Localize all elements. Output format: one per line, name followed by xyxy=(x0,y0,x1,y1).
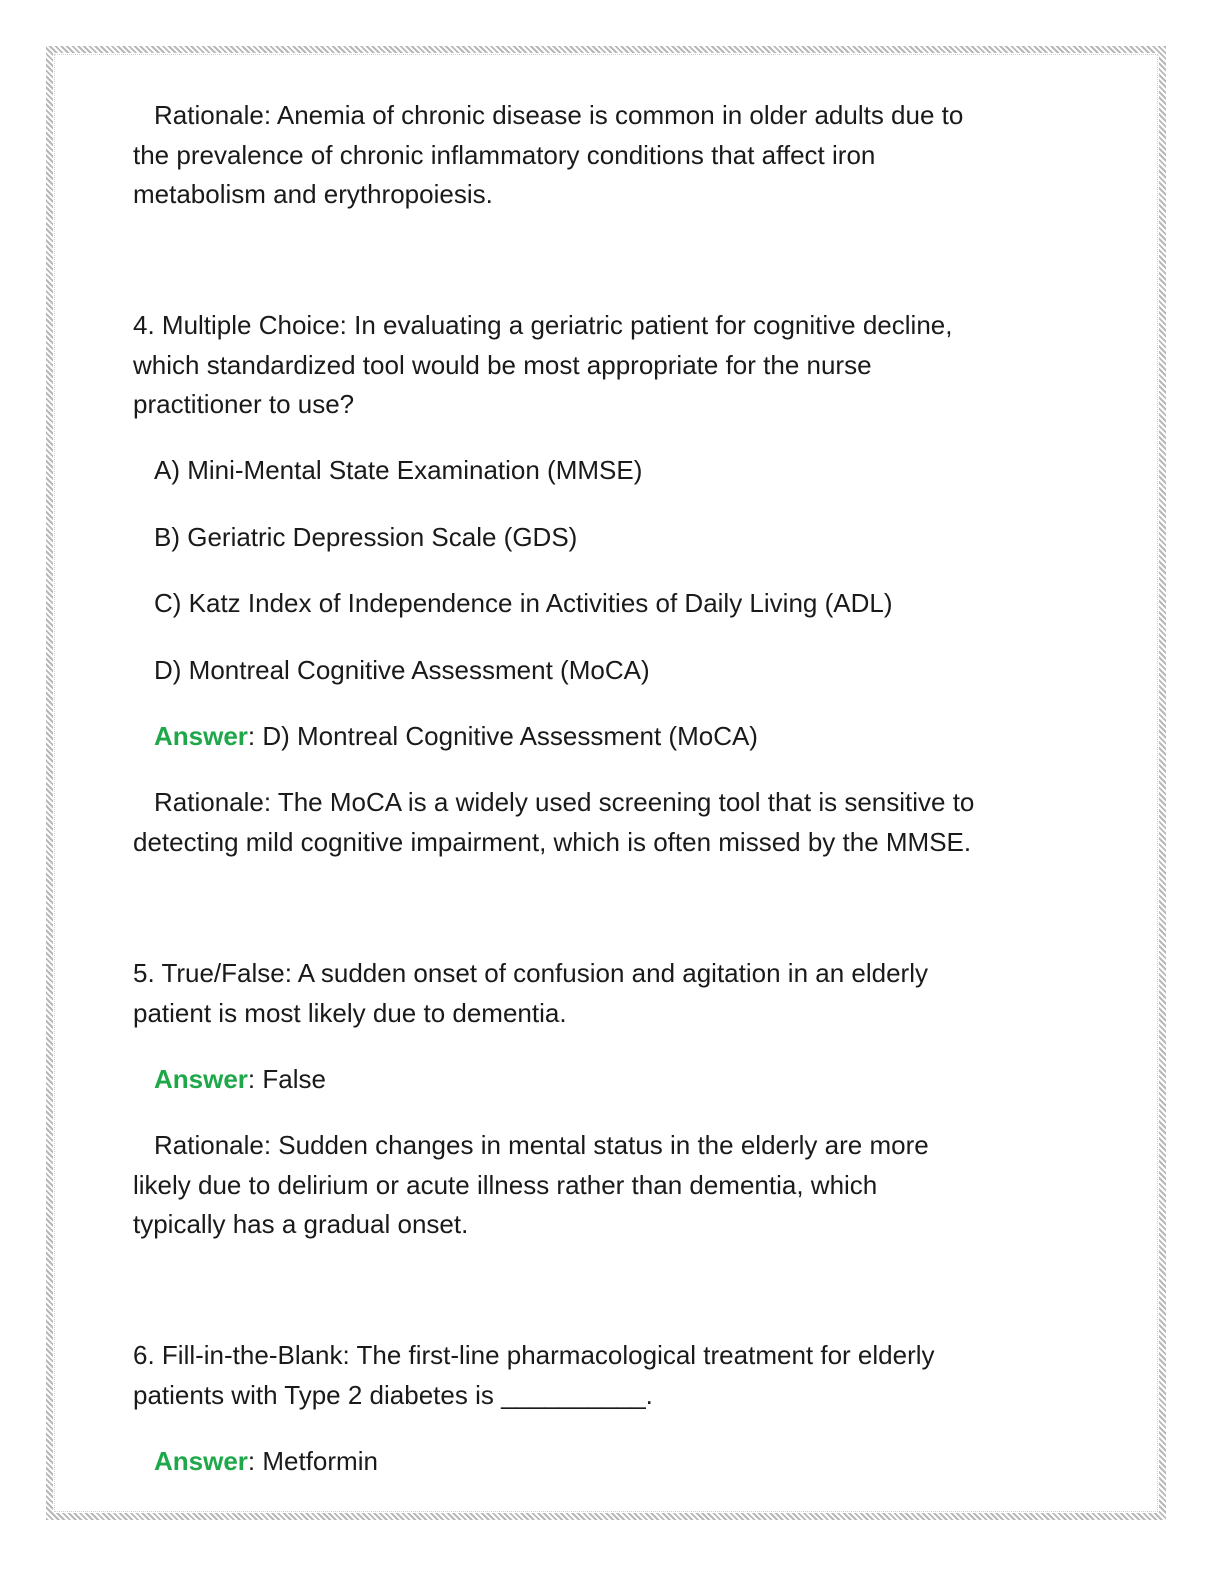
answer-text: : Metformin xyxy=(247,1446,378,1476)
rationale-5-line-3: typically has a gradual onset. xyxy=(133,1209,469,1239)
question-6-line-1: 6. Fill-in-the-Blank: The first-line pharmacological treatment for elderly xyxy=(133,1340,935,1370)
answer-label: Answer xyxy=(154,1446,248,1476)
question-4-line-1: 4. Multiple Choice: In evaluating a geriatric patient for cognitive decline, xyxy=(133,310,953,340)
rationale-4 xyxy=(133,783,1093,862)
question-4-option-c: C) Katz Index of Independence in Activities of Daily Living (ADL) xyxy=(154,588,893,618)
question-6 xyxy=(133,1336,1093,1415)
rationale-5 xyxy=(133,1126,1093,1245)
question-4-option-d: D) Montreal Cognitive Assessment (MoCA) xyxy=(154,655,650,685)
rationale-5-line-1: Rationale: Sudden changes in mental status in the elderly are more xyxy=(154,1130,929,1160)
question-4-option-b: B) Geriatric Depression Scale (GDS) xyxy=(154,522,578,552)
question-5 xyxy=(133,954,1093,1033)
rationale-3-line-3: metabolism and erythropoiesis. xyxy=(133,179,493,209)
rationale-3-line-2: the prevalence of chronic inflammatory conditions that affect iron xyxy=(133,139,876,170)
question-6-line-2: patients with Type 2 diabetes is __________. xyxy=(133,1379,653,1410)
rationale-4-line-1: Rationale: The MoCA is a widely used screening tool that is sensitive to xyxy=(154,787,975,817)
question-5-line-2: patient is most likely due to dementia. xyxy=(133,997,567,1028)
rationale-4-line-2: detecting mild cognitive impairment, which is often missed by the MMSE. xyxy=(133,826,972,857)
question-5-answer xyxy=(133,1060,326,1100)
question-4-line-3: practitioner to use? xyxy=(133,389,355,419)
answer-text: : D) Montreal Cognitive Assessment (MoCA) xyxy=(247,721,758,751)
question-4-option-a: A) Mini-Mental State Examination (MMSE) xyxy=(154,455,643,485)
rationale-5-line-2: likely due to delirium or acute illness rather than dementia, which xyxy=(133,1169,878,1200)
question-4 xyxy=(133,306,1093,425)
answer-label: Answer xyxy=(154,1064,248,1094)
question-4-answer xyxy=(133,717,758,757)
question-5-line-1: 5. True/False: A sudden onset of confusion and agitation in an elderly xyxy=(133,958,928,988)
rationale-3-line-1: Rationale: Anemia of chronic disease is common in older adults due to xyxy=(154,100,964,130)
answer-text: : False xyxy=(247,1064,326,1094)
question-4-line-2: which standardized tool would be most appropriate for the nurse xyxy=(133,349,872,380)
question-6-answer xyxy=(133,1442,378,1482)
answer-label: Answer xyxy=(154,721,248,751)
rationale-3 xyxy=(133,96,1093,215)
